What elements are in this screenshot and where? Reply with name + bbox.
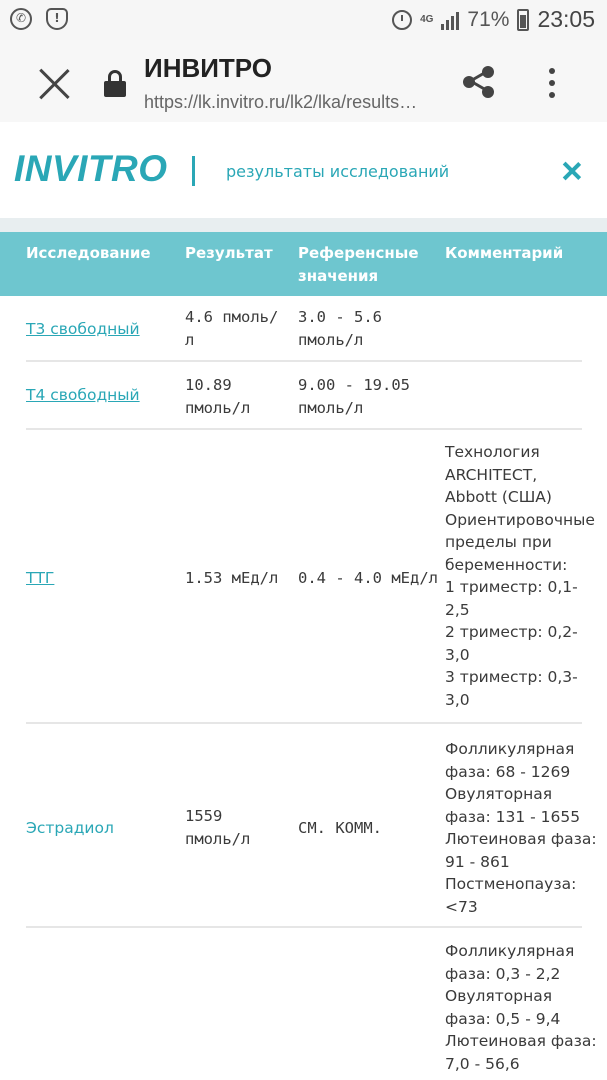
header-comment: Комментарий [445, 244, 564, 262]
share-icon[interactable] [462, 64, 496, 98]
result-value: 1.53 мЕд/л [185, 569, 279, 587]
table-row [0, 928, 607, 1080]
lock-icon[interactable] [104, 70, 126, 98]
results-table-header [0, 232, 607, 296]
battery-icon [517, 9, 529, 31]
section-subtitle: результаты исследований [226, 162, 450, 181]
reference-value: 0.4 - 4.0 мЕд/л [298, 569, 438, 587]
site-header [0, 122, 607, 218]
clock: 23:05 [537, 6, 595, 32]
page-title[interactable]: ИНВИТРО [144, 53, 273, 83]
invitro-logo: INVITRO [14, 148, 168, 189]
result-value: 1559 пмоль/л [185, 807, 251, 848]
study-link-t3[interactable]: Т3 свободный [26, 320, 140, 338]
header-study: Исследование [26, 244, 151, 262]
reference-value: СМ. КОММ. [298, 819, 382, 837]
reference-value: 3.0 - 5.6 пмоль/л [298, 308, 382, 349]
signal-icon [441, 10, 459, 30]
close-results-icon[interactable] [562, 161, 582, 181]
comment-text: Фолликулярная фаза: 68 - 1269 Овуляторная фаза: 131 - 1655 Лютеиновая фаза: 91 - 861 Постменопауза: <73 [445, 740, 597, 916]
close-tab-icon[interactable] [36, 66, 72, 102]
alarm-icon [392, 10, 412, 30]
study-name-estradiol: Эстрадиол [26, 819, 114, 837]
whatsapp-icon: ✆ [10, 8, 32, 30]
battery-percent: 71% [467, 7, 510, 31]
result-value: 10.89 пмоль/л [185, 376, 251, 417]
table-row [0, 296, 607, 360]
table-row [0, 430, 607, 722]
study-link-t4[interactable]: Т4 свободный [26, 386, 140, 404]
study-link-tsh[interactable]: ТТГ [26, 569, 55, 587]
logo-divider [192, 156, 195, 186]
more-menu-icon[interactable] [548, 68, 556, 98]
network-type: 4G [420, 13, 434, 25]
comment-text: Технология ARCHITECT, Abbott (США) Ориентировочные пределы при беременности: 1 триместр: 0,1- 2,5 2 триместр: 0,2- 3,0 3 триместр: 0,3- 3,0 [445, 443, 595, 709]
page-url[interactable]: https://lk.invitro.ru/lk2/lka/results… [144, 92, 418, 112]
browser-toolbar [0, 40, 607, 122]
reference-value: 9.00 - 19.05 пмоль/л [298, 376, 410, 417]
status-bar [0, 0, 607, 40]
shield-alert-icon: ! [46, 8, 68, 30]
header-result: Результат [185, 244, 273, 262]
result-value: 4.6 пмоль/ л [185, 308, 279, 349]
comment-text: Фолликулярная фаза: 0,3 - 2,2 Овуляторная фаза: 0,5 - 9,4 Лютеиновая фаза: 7,0 - 56,6 [445, 942, 597, 1073]
table-row [0, 724, 607, 926]
table-row [0, 362, 607, 428]
header-separator [0, 218, 607, 232]
header-reference: Референсные значения [298, 244, 419, 285]
